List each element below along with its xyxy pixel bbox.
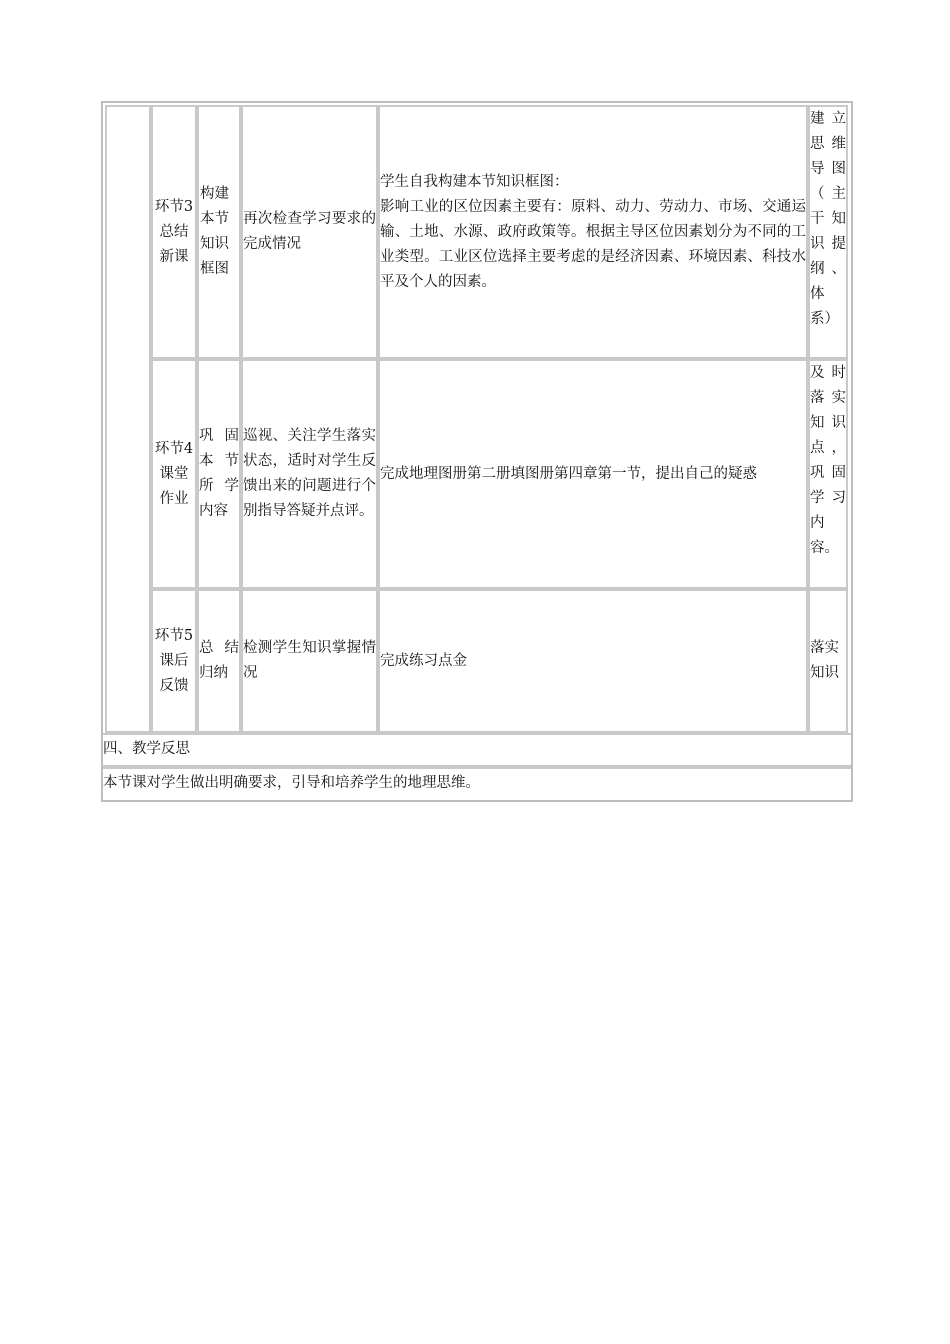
row3-stage-cell (151, 589, 197, 733)
row3-student: 完成练习点金 (380, 652, 467, 669)
section-title-cell (103, 733, 851, 767)
row1-student-cell (378, 105, 808, 359)
row2-student: 完成地理图册第二册填图册第四章第一节，提出自己的疑惑 (380, 465, 757, 482)
row2-stage-cell (151, 359, 197, 589)
reflection-text: 本节课对学生做出明确要求，引导和培养学生的地理思维。 (103, 775, 480, 791)
row2-teacher: 巡视、关注学生落实状态，适时对学生反馈出来的问题进行个别指导答疑并点评。 (243, 428, 376, 519)
row3-intent: 落实知识 (810, 640, 839, 681)
row2-stage: 环节4 课堂 作业 (154, 440, 194, 507)
row3-intent-cell (808, 589, 848, 733)
row2-intent: 及时落实知识点，巩固学习内容。 (810, 365, 846, 556)
section-title: 四、教学反思 (103, 741, 190, 757)
row1-teacher: 再次检查学习要求的完成情况 (243, 211, 376, 252)
row3-student-cell (378, 589, 808, 733)
row3-stage: 环节5 课后 反馈 (154, 627, 194, 694)
row3-content-cell (197, 589, 241, 733)
row1-stage-cell (151, 105, 197, 359)
row2-content-cell (197, 359, 241, 589)
left-blank-column (105, 105, 151, 733)
row1-intent: 建立思维导图（主干知识提纲、体系） (810, 111, 846, 327)
row3-content: 总结归纳 (199, 640, 239, 681)
row2-teacher-cell (241, 359, 378, 589)
row2-student-cell (378, 359, 808, 589)
row2-content: 巩固本节所学内容 (199, 428, 239, 519)
lesson-plan-table (101, 101, 853, 802)
row1-intent-cell (808, 105, 848, 359)
row1-student: 学生自我构建本节知识框图： 影响工业的区位因素主要有：原料、动力、劳动力、市场、交通运输、土地、水源、政府政策等。根据主导区位因素划分为不同的工业类型。工业区位选择主要考虑的是经济因素、环境因素、科技水平及个人的因素。 (380, 173, 806, 290)
row1-teacher-cell (241, 105, 378, 359)
row3-teacher: 检测学生知识掌握情况 (243, 640, 376, 681)
reflection-cell (103, 767, 851, 800)
row3-teacher-cell (241, 589, 378, 733)
row1-content-cell (197, 105, 241, 359)
row1-content: 构建 本节 知识 框图 (200, 186, 229, 277)
row1-stage: 环节3 总结 新课 (154, 198, 194, 265)
row2-intent-cell (808, 359, 848, 589)
